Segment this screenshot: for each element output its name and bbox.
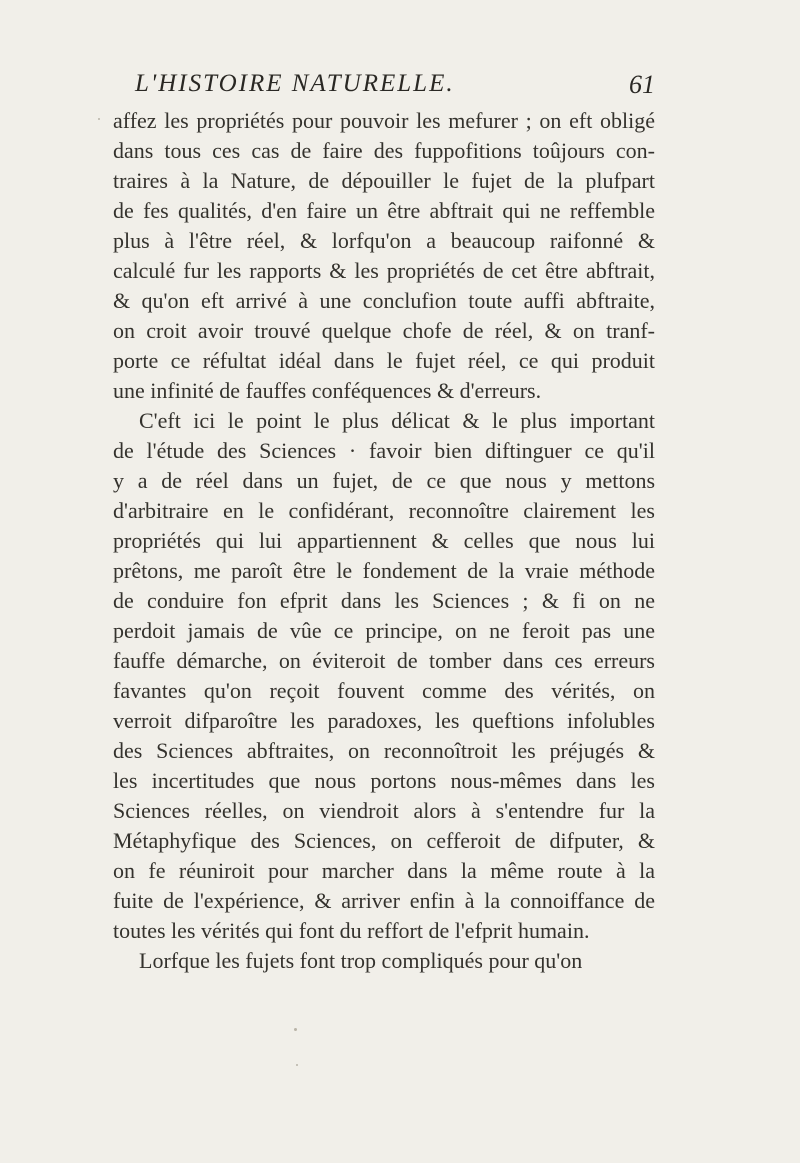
text-line: de l'étude des Sciences · favoir bien diftinguer ce qu'il (113, 438, 655, 463)
text-line: porte ce réfultat idéal dans le fujet réel, ce qui produit (113, 348, 655, 373)
text-line: affez les propriétés pour pouvoir les mefurer ; on eft obligé (113, 108, 655, 133)
text-line: de fes qualités, d'en faire un être abftrait qui ne reffemble (113, 198, 655, 223)
paragraph-start-line: Lorfque les fujets font trop compliqués pour qu'on (139, 948, 583, 973)
text-line: fauffe démarche, on éviteroit de tomber dans ces erreurs (113, 648, 655, 673)
text-line: les incertitudes que nous portons nous-mêmes dans les (113, 768, 655, 793)
paper-speck (98, 118, 100, 120)
text-line: fuite de l'expérience, & arriver enfin à la connoiffance de (113, 888, 655, 913)
text-line: traires à la Nature, de dépouiller le fujet de la plufpart (113, 168, 655, 193)
body-text (113, 106, 655, 976)
text-line: dans tous ces cas de faire des fuppofitions toûjours con- (113, 138, 655, 163)
text-line: verroit difparoître les paradoxes, les queftions infolubles (113, 708, 655, 733)
paper-speck (294, 1028, 297, 1031)
page-header (135, 70, 655, 104)
text-line: d'arbitraire en le confidérant, reconnoître clairement les (113, 498, 655, 523)
text-line: calculé fur les rapports & les propriétés de cet être abftrait, (113, 258, 655, 283)
text-line: favantes qu'on reçoit fouvent comme des vérités, on (113, 678, 655, 703)
text-line: Sciences réelles, on viendroit alors à s'entendre fur la (113, 798, 655, 823)
text-line: plus à l'être réel, & lorfqu'on a beaucoup raifonné & (113, 228, 655, 253)
text-line: toutes les vérités qui font du reffort de l'efprit humain. (113, 918, 590, 943)
text-line: perdoit jamais de vûe ce principe, on ne feroit pas une (113, 618, 655, 643)
text-line: des Sciences abftraites, on reconnoîtroit les préjugés & (113, 738, 655, 763)
text-line: on croit avoir trouvé quelque chofe de réel, & on tranf- (113, 318, 655, 343)
text-line: on fe réuniroit pour marcher dans la même route à la (113, 858, 655, 883)
text-line: une infinité de fauffes conféquences & d'erreurs. (113, 378, 542, 403)
page-number: 61 (629, 70, 655, 99)
running-head: L'HISTOIRE NATURELLE. (135, 70, 455, 97)
text-line: & qu'on eft arrivé à une conclufion toute auffi abftraite, (113, 288, 655, 313)
text-line: prêtons, me paroît être le fondement de la vraie méthode (113, 558, 655, 583)
text-line: propriétés qui lui appartiennent & celles que nous lui (113, 528, 655, 553)
text-line: de conduire fon efprit dans les Sciences ; & fi on ne (113, 588, 655, 613)
text-line: Métaphyfique des Sciences, on cefferoit de difputer, & (113, 828, 655, 853)
text-line: y a de réel dans un fujet, de ce que nous y mettons (113, 468, 655, 493)
paper-speck (296, 1064, 298, 1066)
paragraph-start-line: C'eft ici le point le plus délicat & le plus important (139, 408, 655, 433)
